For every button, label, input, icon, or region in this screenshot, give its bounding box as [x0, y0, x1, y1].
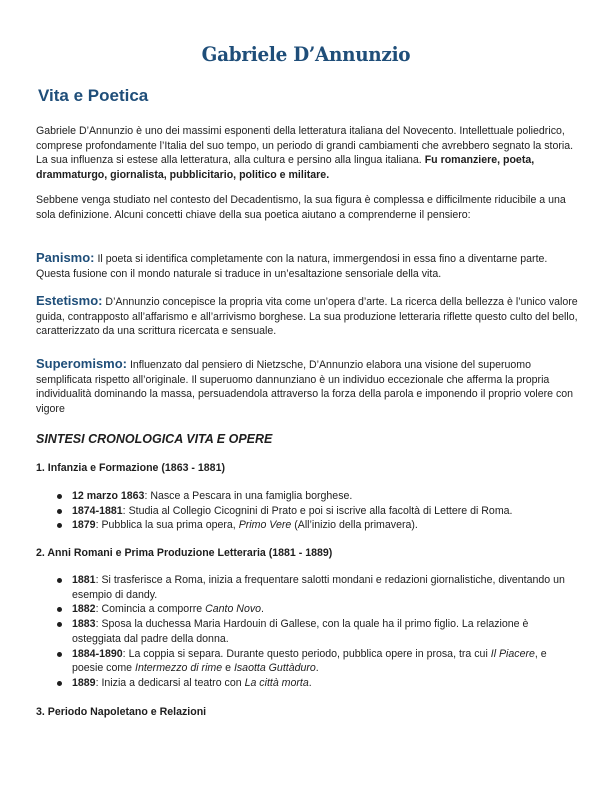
event-text: Si trasferisce a Roma, inizia a frequentare salotti mondani e redazioni giornalistiche, diventando un esempio di dandy.	[72, 574, 565, 601]
concept-panismo	[36, 251, 580, 281]
concept-text: D’Annunzio concepisce la propria vita come un’opera d’arte. La ricerca della bellezza è l’unico valore guida, contrapposto all’affarismo e all’arrivismo borghese. La sua produzione letteraria riflette questo culto del bello, caratterizzato da una scrittura ricercata e sensuale.	[36, 296, 578, 338]
event-list	[36, 573, 576, 691]
event-text: Nasce a Pescara in una famiglia borghese.	[150, 490, 353, 502]
concept-term: Panismo:	[36, 250, 95, 265]
timeline-event: 1874-1881: Studia al Collegio Cicognini di Prato e poi si iscrive alla facoltà di Lettere di Roma.	[36, 504, 576, 519]
concept-text: Influenzato dal pensiero di Nietzsche, D’Annunzio elabora una visione del superuomo semplificata rispetto all’originale. Il superuomo dannunziano è un individuo eccezionale che afferma la propria individualità dominando la massa, persuadendola attraverso la forza della parola e imponendo il proprio volere con vigore	[36, 359, 574, 416]
timeline-event: 12 marzo 1863: Nasce a Pescara in una famiglia borghese.	[36, 489, 576, 504]
event-date: 1881	[72, 574, 96, 586]
timeline-event: 1884-1890: La coppia si separa. Durante questo periodo, pubblica opere in prosa, tra cui Il Piacere, e poesie come Intermezzo di rime e Isaotta Guttàduro.	[36, 647, 576, 676]
concept-text: Il poeta si identifica completamente con la natura, immergendosi in essa fino a diventarne parte. Questa fusione con il mondo naturale si traduce in un’esaltazione sensoriale della vita.	[36, 253, 548, 280]
work-title: Isaotta Guttàduro	[233, 662, 316, 675]
work-title: Il Piacere	[490, 647, 535, 660]
intro-paragraph	[36, 124, 580, 183]
concept-estetismo	[36, 294, 580, 339]
decadentism-paragraph: Sebbene venga studiato nel contesto del Decadentismo, la sua figura è complessa e difficilmente riducibile a una sola definizione. Alcuni concetti chiave della sua poetica aiutano a comprenderne il pensiero:	[36, 194, 566, 221]
event-date: 1883	[72, 618, 96, 631]
work-title: Intermezzo di rime	[135, 662, 223, 675]
event-list	[36, 489, 576, 533]
concept-term: Superomismo:	[36, 356, 128, 371]
timeline-event: 1883: Sposa la duchessa Maria Hardouin di Gallese, con la quale ha il primo figlio. La relazione è osteggiata dal padre della donna.	[36, 617, 576, 646]
work-title: La città morta	[244, 676, 309, 689]
timeline-event: 1881: Si trasferisce a Roma, inizia a frequentare salotti mondani e redazioni giornalistiche, diventando un esempio di dandy.	[36, 573, 576, 602]
event-text: Comincia a comporre	[101, 603, 206, 616]
timeline-event: 1889: Inizia a dedicarsi al teatro con La città morta.	[36, 676, 576, 691]
event-text: Sposa la duchessa Maria Hardouin di Gallese, con la quale ha il primo figlio. La relazione è osteggiata dal padre della donna.	[72, 618, 529, 645]
event-text: .	[315, 662, 319, 675]
event-text: Pubblica la sua prima opera,	[101, 519, 239, 532]
intro-text: Gabriele D’Annunzio è uno dei massimi esponenti della letteratura italiana del Novecento. Intellettuale poliedrico, comprese profondamente l’Italia del suo tempo, un periodo di grandi cambiamenti che avrebbero segnato la storia. La sua influenza si estese alla letteratura, alla cultura e persino alla lingua italiana.	[36, 125, 574, 167]
event-text: , e poesie come	[72, 647, 547, 675]
timeline-event: 1882: Comincia a comporre Canto Novo.	[36, 602, 576, 617]
event-text: Inizia a dedicarsi al teatro con	[101, 676, 245, 689]
document-title: Gabriele D’Annunzio	[201, 42, 411, 66]
period-heading: 3. Periodo Napoletano e Relazioni	[36, 706, 207, 718]
event-date: 1889	[72, 676, 96, 689]
event-text: e	[222, 662, 234, 675]
intro-bold-text: Fu romanziere, poeta, drammaturgo, giornalista, pubblicitario, politico e militare.	[36, 154, 535, 182]
period-heading: 2. Anni Romani e Prima Produzione Letteraria (1881 - 1889)	[36, 547, 333, 559]
work-title: Canto Novo	[205, 603, 262, 616]
concept-term: Estetismo:	[36, 293, 103, 308]
section-heading-vita-poetica: Vita e Poetica	[38, 86, 149, 105]
timeline-title: SINTESI CRONOLOGICA VITA E OPERE	[36, 432, 273, 446]
period-heading: 1. Infanzia e Formazione (1863 - 1881)	[36, 462, 225, 474]
event-date: 1874-1881	[72, 504, 123, 517]
event-date: 1879	[72, 519, 96, 532]
event-text: La coppia si separa. Durante questo periodo, pubblica opere in prosa, tra cui	[128, 647, 491, 660]
event-text: .	[261, 603, 264, 616]
concept-superomismo	[36, 357, 580, 417]
event-date: 1884-1890	[72, 647, 123, 660]
timeline-event: 1879: Pubblica la sua prima opera, Primo Vere (All’inizio della primavera).	[36, 518, 576, 533]
event-text: (All’inizio della primavera).	[291, 519, 418, 532]
event-date: 12 marzo 1863	[72, 490, 145, 502]
event-text: .	[308, 676, 312, 689]
event-text: Studia al Collegio Cicognini di Prato e poi si iscrive alla facoltà di Lettere di Roma.	[128, 504, 513, 517]
event-date: 1882	[72, 603, 96, 616]
work-title: Primo Vere	[238, 519, 292, 532]
